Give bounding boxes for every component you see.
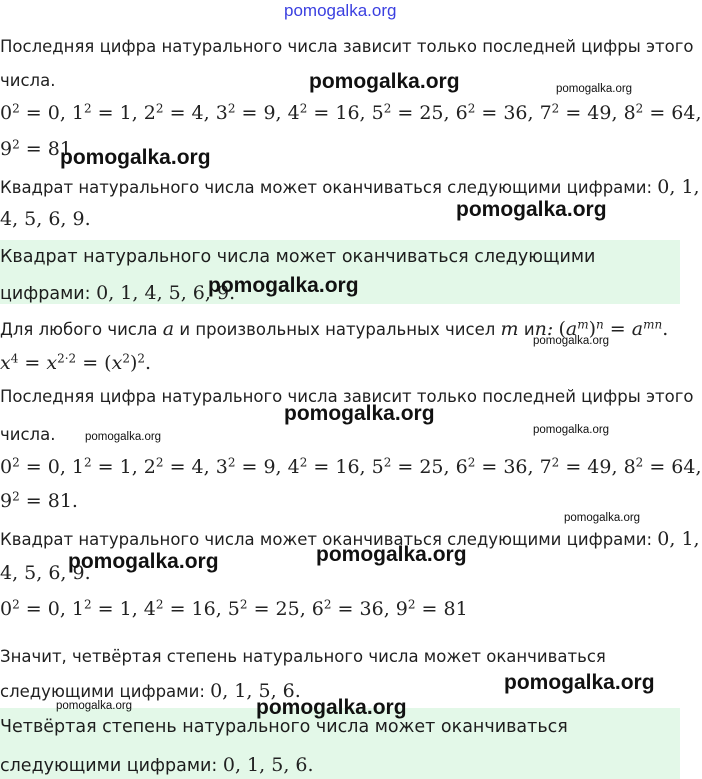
watermark: pomogalka.org — [316, 543, 467, 566]
square-endings-math-2: 0, 1, — [657, 528, 700, 550]
square-endings-statement-1 — [0, 176, 700, 199]
square-endings-math: 0, 1, — [657, 176, 700, 198]
square-endings-text-2: Квадрат натурального числа может оканчиваться следующими цифрами: — [0, 530, 653, 549]
power-rule-formula: $(a^m)^n = a^{mn}$. — [558, 317, 669, 340]
last-digit-statement-1: Последняя цифра натурального числа зависит только последней цифры этого — [0, 37, 694, 56]
power-rule-text-b: и произвольных натуральных чисел — [179, 320, 496, 339]
power-rule-and: и — [523, 320, 535, 339]
squares-list-3: $0^2 = 0$, $1^2 = 1$, $4^2 = 16$, $5^2 = 25$, $6^2 = 36$, $9^2 = 81$ — [0, 597, 468, 620]
watermark: pomogalka.org — [533, 335, 610, 347]
watermark: pomogalka.org — [533, 424, 610, 436]
watermark: pomogalka.org — [68, 550, 219, 573]
last-digit-statement-2: Последняя цифра натурального числа зависит только последней цифры этого — [0, 387, 694, 406]
squares-list-1-cont: $9^2 = 81$ — [0, 137, 72, 160]
square-endings-math-2-cont: 4, 5, 6, 9. — [0, 562, 91, 584]
watermark: pomogalka.org — [85, 431, 162, 443]
site-link[interactable]: pomogalka.org — [284, 1, 397, 20]
squares-list-1: $0^2 = 0$, $1^2 = 1$, $2^2 = 4$, $3^2 = 9$, $4^2 = 16$, $5^2 = 25$, $6^2 = 36$, $7^2 = 49$, $8^2 = 64$, — [0, 101, 702, 124]
highlight2-math: 0, 1, 5, 6. — [222, 754, 314, 776]
last-digit-statement-2-cont: числа. — [0, 425, 56, 444]
square-endings-text: Квадрат натурального числа может оканчиваться следующими цифрами: — [0, 178, 653, 197]
conclusion-label: следующими цифрами: — [0, 682, 205, 701]
highlight-math: 0, 1, 4, 5, 6, 9. — [96, 282, 236, 304]
squares-list-2-cont: $9^2 = 81$. — [0, 489, 78, 512]
highlight2-line-2 — [0, 754, 314, 777]
highlight2-line-1: Четвёртая степень натурального числа может оканчиваться — [0, 717, 568, 737]
highlight2-label: следующими цифрами: — [0, 756, 218, 776]
highlight-label: цифрами: — [0, 284, 91, 304]
last-digit-statement-1-cont: числа. — [0, 71, 56, 90]
var-m: m — [500, 318, 519, 340]
watermark: pomogalka.org — [56, 700, 133, 712]
watermark: pomogalka.org — [504, 671, 655, 694]
watermark: pomogalka.org — [564, 512, 641, 524]
power-rule-text-a: Для любого числа — [0, 320, 158, 339]
fourth-power-identity: $x^4 = x^{2\cdot 2} = (x^2)^2$. — [0, 351, 152, 374]
var-n-wrap: n: — [534, 318, 554, 340]
conclusion-statement: Значит, четвёртая степень натурального числа может оканчиваться — [0, 647, 606, 666]
square-endings-math-cont: 4, 5, 6, 9. — [0, 208, 91, 230]
watermark: pomogalka.org — [284, 402, 435, 425]
watermark: pomogalka.org — [309, 70, 460, 93]
squares-list-2: $0^2 = 0$, $1^2 = 1$, $2^2 = 4$, $3^2 = 9$, $4^2 = 16$, $5^2 = 25$, $6^2 = 36$, $7^2 = 49$, $8^2 = 64$, — [0, 455, 702, 478]
var-n: n — [534, 318, 547, 340]
watermark: pomogalka.org — [256, 696, 407, 719]
watermark: pomogalka.org — [60, 146, 211, 169]
watermark: pomogalka.org — [456, 198, 607, 221]
var-a: a — [162, 318, 175, 340]
watermark: pomogalka.org — [208, 274, 359, 297]
highlight-line-2 — [0, 282, 235, 305]
highlight-line-1: Квадрат натурального числа может оканчиваться следующими — [0, 247, 596, 267]
watermark: pomogalka.org — [556, 83, 633, 95]
conclusion-math: 0, 1, 5, 6. — [210, 680, 301, 702]
